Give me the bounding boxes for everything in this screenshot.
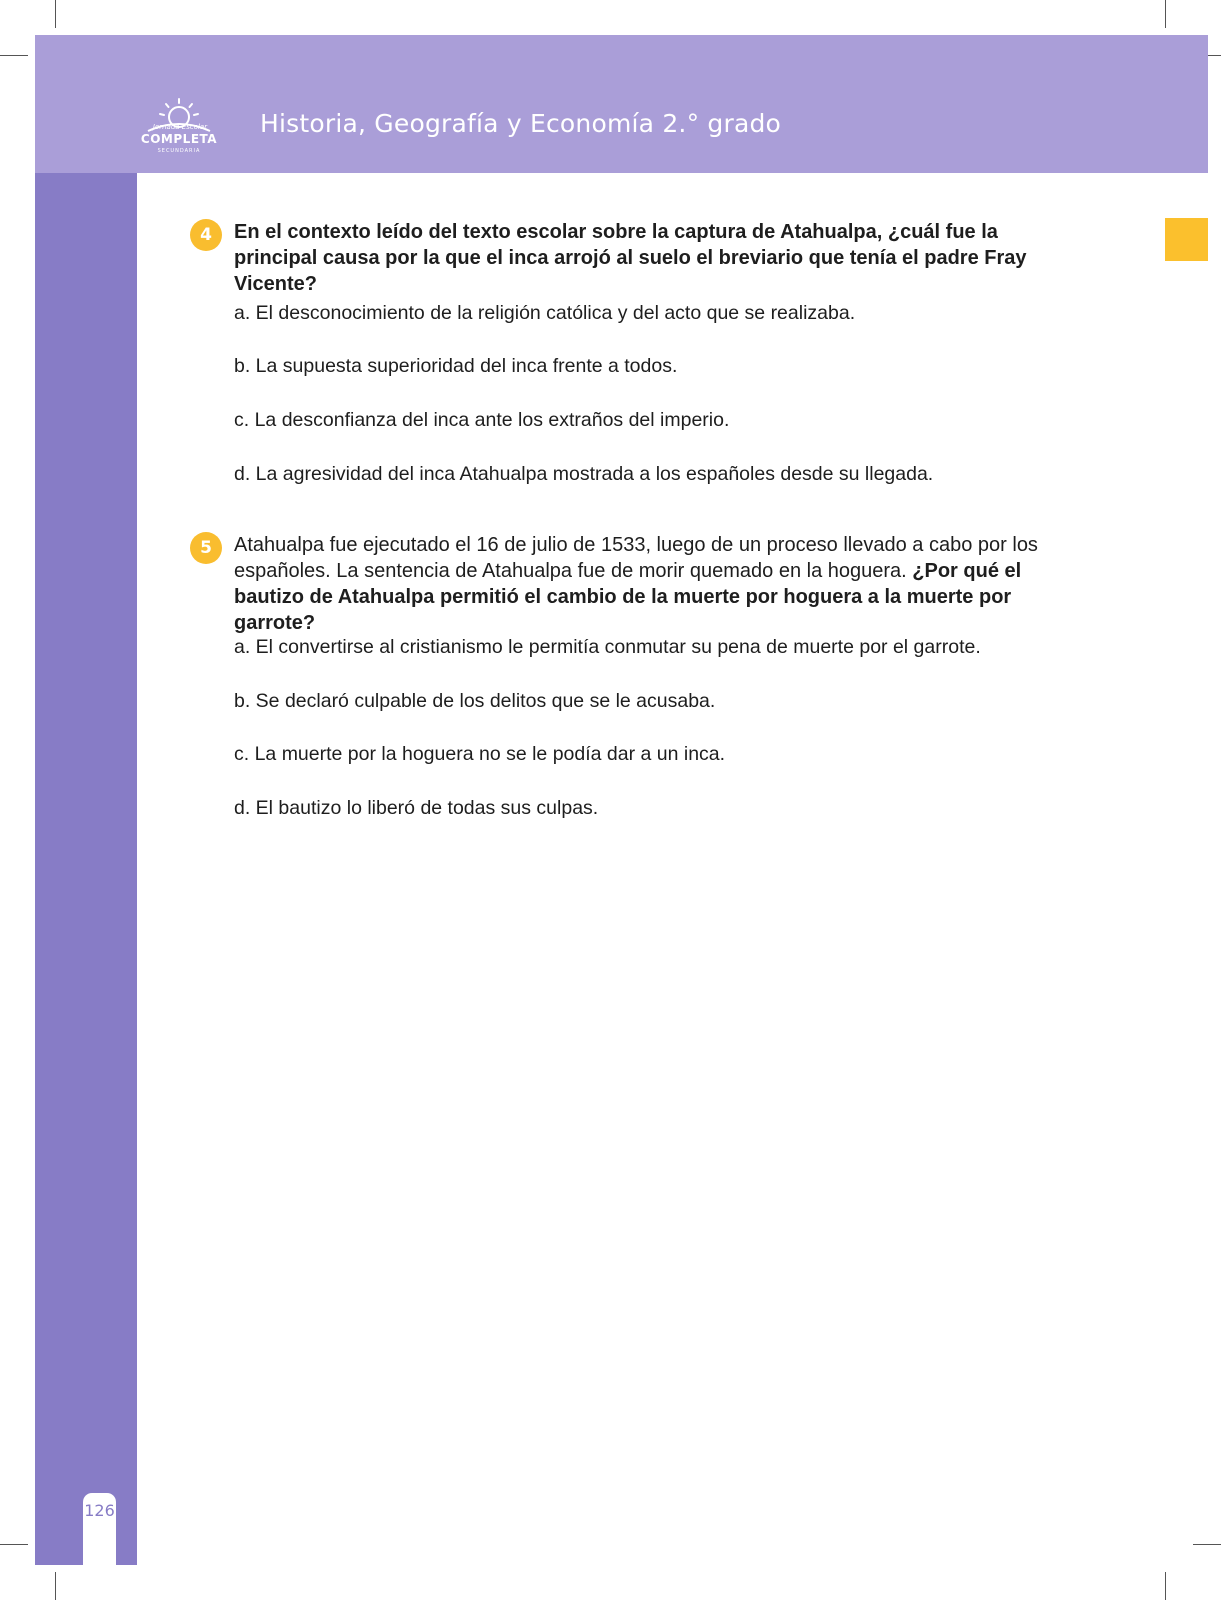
- question-text: [234, 532, 1084, 636]
- option-b: b. La supuesta superioridad del inca frente a todos.: [234, 355, 678, 377]
- section-tab-marker: [1165, 218, 1208, 261]
- question-number-badge: 4: [190, 219, 222, 251]
- question-bold-text: ¿Por qué el bautizo de Atahualpa permitió el cambio de la muerte por hoguera a la muerte por garrote?: [234, 560, 1022, 634]
- crop-mark: [1165, 0, 1166, 28]
- logo-subtitle: SECUNDARIA: [157, 148, 201, 154]
- question-number-badge: 5: [190, 532, 222, 564]
- option-b: b. Se declaró culpable de los delitos que se le acusaba.: [234, 690, 716, 712]
- left-sidebar-band: [35, 173, 137, 1565]
- crop-mark: [0, 1544, 28, 1545]
- option-d: d. La agresividad del inca Atahualpa mostrada a los españoles desde su llegada.: [234, 463, 934, 485]
- logo-wordmark: COMPLETA: [140, 132, 218, 146]
- option-a: a. El convertirse al cristianismo le permitía conmutar su pena de muerte por el garrote.: [234, 636, 981, 658]
- question-bold-text: En el contexto leído del texto escolar sobre la captura de Atahualpa, ¿cuál fue la principal causa por la que el inca arrojó al suelo el breviario que tenía el padre Fray Vicente?: [234, 221, 1027, 295]
- question-plain-text: Atahualpa fue ejecutado el 16 de julio de 1533, luego de un proceso llevado a cabo por los españoles. La sentencia de Atahualpa fue de morir quemado en la hoguera.: [234, 534, 1038, 582]
- page-number: 126: [84, 1501, 115, 1520]
- page-number-tab: [83, 1493, 116, 1565]
- page-title: Historia, Geografía y Economía 2.° grado: [260, 109, 782, 138]
- crop-mark: [0, 55, 28, 56]
- option-c: c. La muerte por la hoguera no se le podía dar a un inca.: [234, 743, 726, 765]
- crop-mark: [55, 0, 56, 28]
- option-a: a. El desconocimiento de la religión católica y del acto que se realizaba.: [234, 302, 856, 324]
- option-c: c. La desconfianza del inca ante los extraños del imperio.: [234, 409, 730, 431]
- question-text: [234, 219, 1084, 297]
- option-d: d. El bautizo lo liberó de todas sus culpas.: [234, 797, 599, 819]
- jornada-escolar-logo: [140, 95, 225, 155]
- crop-mark: [1193, 1544, 1221, 1545]
- page-header: [35, 35, 1208, 173]
- crop-mark: [1165, 1572, 1166, 1600]
- logo-tagline: Jornada Escolar: [152, 123, 208, 131]
- crop-mark: [55, 1572, 56, 1600]
